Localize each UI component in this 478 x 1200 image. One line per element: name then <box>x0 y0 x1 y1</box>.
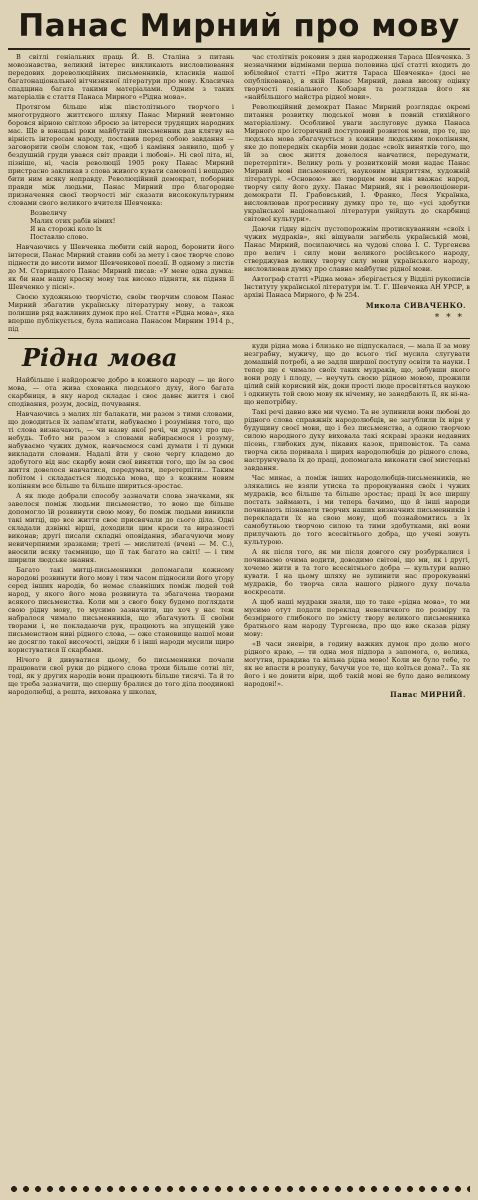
main-right-column <box>244 342 470 702</box>
intro-right-column <box>244 53 470 335</box>
paragraph: А щоб наші мудраки знали, що то таке «рідна мова», то ми мусимо отут подати переклад невеличкого по розміру та безмірного глибокого по змісту твору великого письменника братнього нам народу Тургенєва, про що вже сказав рідну мову: <box>244 598 470 638</box>
paragraph: Своєю художньою творчістю, своїм творчим словом Панас Мирний збагатив українську літературну мову, а також полишив ряд важливих думок про неї. Стаття «Рідна мова», яка вперше публікується, була написана Панасом Мирним 1914 р., під <box>8 293 234 333</box>
paragraph: В світлі геніальних праць Й. В. Сталіна з питань мовознавства, великий інтерес викликають висловлювання передових дореволюційних письменників, класиків нашої багатонаціональної вітчизняної літератури про мову. Класична спадщина багата такими матеріалами. Одним з таких матеріалів є стаття Панаса Мирного «Рідна мова». <box>8 53 234 101</box>
article-title: Рідна мова <box>22 343 178 372</box>
paragraph: Найбільше і найдорожче добро в кожного народу — це його мова, — ота жива схованка людського духу, його багата скарбниця, в яку народ складає і своє давнє життя і свої сподівання, розум, досвід, почування. <box>8 376 234 408</box>
paragraph: Навчаючись у Шевченка любити свій народ, боронити його інтереси, Панас Мирний ставив собі за мету і своє творче слово піднести до висоти вимог Шевченкової поезії. В одному з листів до М. Старицького Панас Мирний писав: «У мене одна думка: як би нам нашу красну мову так високо підняти, як підняв її Шевченко у пісні». <box>8 243 234 291</box>
paragraph: Революційний демократ Панас Мирний розглядає окремі питання розвитку людської мови в повній стихійного матеріалізму. Особливої уваги заслуговує думка Панаса Мирного про історичний поступовий розвиток мови, про те, що людська мова збагачується з кожним людським поколінням, яке до попередніх скарбів мови додає «своїх винятків того, що їй за своє життя довелося навчатися, передумати, перетерпіти». Велику роль у розвитковій мови надає Панас Мирний мові письменності, науковим відкриттям, художній літературі. «Основою» же творцем мови він вважає народ, творчу силу його духу. Панас Мирний, як і революціонери-демократи П. Грабовський, І. Франко, Леся Українка, висловлював прогресивну думку про те, що «усі здобутки української національної літератури увійдуть до скарбниці світової культури». <box>244 103 470 223</box>
paragraph: «В часи зневіри, в годину важких думок про долю мого рідного краю, — ти одна моя підпора з запомога, о, велика, могутня, правдива та вільна рідна мово! Коли не було тебе, то як не впасти в розпуку, бачучи усе те, що коїться дома?.. Та як його і не донити віри, щоб такій мові не було дано великому народові!». <box>244 640 470 688</box>
paragraph: Багато такі митці-письменники допомагали кожному народові розвинути його мову і тим часом підносили його угору серед інших народів, бо немає славніших поміж людей той народ, у якого його мова розвинута та збагачена творами всякого письменства. Коли ми з свого боку будемо поглядати свою рідну мову, то мусимо зазначити, що хоч у нас теж набралося чимало письменників, що збагачують її своїми творами і, не покладаючи рук, працюють на зпущеній уже письменством ниві рідного слова, — оже становище нашої мови не досягло такої височості, звідки б і інші народи мусили щиро користуватися її скарбами. <box>8 566 234 654</box>
page-title: Панас Мирний про мову <box>18 8 460 44</box>
paragraph: Такі речі давно вже ми чуємо. Та не зупинили вони любові до рідного слова справжніх народолюбців, не загублили їх віри у будущину своєї мови, що і без письменства, а одною творчою силою народного духу виховала такі яскраві зразки недавних пісень, глибоких дум, пікавих казок, приповісток. Та сама творча сила поривала і щирих народолюбців до рідного слова, наструнчувала їх до праці, допомагала виконати свої мистецькі завдання. <box>244 408 470 472</box>
article-main <box>8 342 470 702</box>
section-divider <box>8 338 470 339</box>
decorative-border <box>8 1182 470 1196</box>
section-stars: * * * <box>434 313 464 323</box>
article-intro <box>8 53 470 335</box>
paragraph: Нічого й дивуватися цьому, бо письменники почали працювати свої руки до рідного слова трохи більше сотні літ, тоді, як у других народів вони працюють більше тисячі. Та й то ще треба зазначити, що спершу бралися до того діла поодинокі народолюбці, а решта, вихована у школах, <box>8 656 234 696</box>
paragraph: Автограф статті «Рідна мова» зберігається у Відділі рукописів Інституту української літератури ім. Т. Г. Шевченка АН УРСР, в архіві Панаса Мирного, ф № 254. <box>244 275 471 299</box>
paragraph: Навчаючись з малих літ балакати, ми разом з тими словами, що доводиться їх запам'ятати, набуваємо і розуміння того, що ті слова визначають, — чи назву якої речі, чи думку про що-небудь. Тобто ми разом з словами набираємося і розуму, набуваємо чужих думок, навчаємося самі думати і ті думки викладати словами. Надалі йти у свою чергу кладемо до здобутого від нас скарбу вони свої винятки того, що їм за своє життя довелося навчатися, передумати, перетерпіти… Таким побітом і складається людська мова, що з кожним новим колінням все більше та більше шириться-зростає. <box>8 410 234 490</box>
paragraph: куди рідна мова і близько не підпускалася, — мала її за мову незграбну, мужичу, що до всього тієї мусила слугувати домашній потребі, а не задля ширшої поступу освіти та науки. І тепер ще є чимало своїх таких мудраків, що, забувши якого вони роду і плоду, — неучуть своєю рідною мовою, прожили цілий свій корисний вік, доки прості люде просвітяться наукою і одкинуть той свою мову як нічемну, не занедбають її, як ні-на-що непотрібну. <box>244 342 470 406</box>
verse-quote: Возвеличу Малих отих рабів німих! Я на сторожі коло їх Поставлю слово. <box>30 209 116 241</box>
paragraph: Протягом більше ніж півстолітнього творчого і многотрудного життєвого шляху Панас Мирний невтомно боровся вірною світлою зброєю за інтереси трудящих народних мас. Ще в юнацькі роки майбутній письменник дав клятву на вірність інтересам народу, поставив перед собою завдання — заговорити своїм словом так, «щоб і каміння заявило, щоб у бездушній груди увався світ правди і любові». Ні свої літа, ні, пізніше, ні, часів революції 1905 року Панас Мирний пристрасно закликав з слова живого кувати самоволі і нещадно бити ним всяку неправду. Революційний демократ, поборник правди між людьми, Панас Мирний про благородне призначення своєї творчості міг сказати висококультурним словами свого великого вчителя Шевченка: <box>8 103 234 207</box>
author-signature: Микола СИВАЧЕНКО. <box>365 301 466 310</box>
paragraph: А як після того, як ми після довгого сну розбуркалися і починаємо очима водити, доводимо світові, що ми, як і другі, хочемо жити в та того всесвітнього добра — культури вапно кувати. І на цьому шляху не зупинити нас пророкуванні мудраків, бо творча сила нашого рідного духу почала воскресати. <box>244 548 470 596</box>
paragraph: Час минає, а поміж інших народолюбців-письменників, не злякались не взяли утиска та пророкування своїх і чужих мудраків, все більше та більше зростає; праці їх все ширшу постать займають, і ми теперь бачимо, що й інші народи починають пізнавати творчих наших визначних письменників і перекладати їх на свою мову, щоб познайомитись з їх самобутньою творчою силою та тими здобутками, які вони прилучають до того всесвітнього добра, що учені зовуть культурою. <box>244 474 470 546</box>
title-rule <box>8 48 470 50</box>
paragraph: час столітніх роковин з дня народження Тараса Шевченка. З незначними відмінами перша половина цієї статті входить до юбілейної статті «Про життя Тараса Шевченка» (досі не опублікована), в якій Панас Мирний, давав високу оцінку творчості геніального Кобзаря та розглядав його як «найбільшого майстра рідної мови». <box>244 53 470 101</box>
intro-left-column <box>8 53 234 335</box>
author-signature: Панас МИРНИЙ. <box>390 690 466 699</box>
main-left-column <box>8 342 234 702</box>
paragraph: Даючи гідну відсіч пустопорожнім протискуванням «своїх і чужих мудраків», які віщували загибель українській мові, Панас Мирний, посилаючись на чудові слова І. С. Тургенєва про велич і силу мови великого російського народу, стверджував велику творчу силу мови українського народу, висловлював думку про славне майбутнє рідної мови. <box>244 225 470 273</box>
paragraph: А як люде добрали способу зазначати слова значками, як завелося поміж людьми письменство, то воно ще більше допомогло їй розвинути свою мову, бо поміж людьми виникли такі митці, що все життя своє присвячали до сього діла. Одні складали дзвінкі вірші, доходили цим краси та виразності виконав; другі писали складні оповідання, збагачуючи мову невичерпними зразками; треті — мислителі (вчені — М. С.), вносили всяку таємницю, що її так багато на світі! — і тим ширили людське знання. <box>8 492 234 564</box>
